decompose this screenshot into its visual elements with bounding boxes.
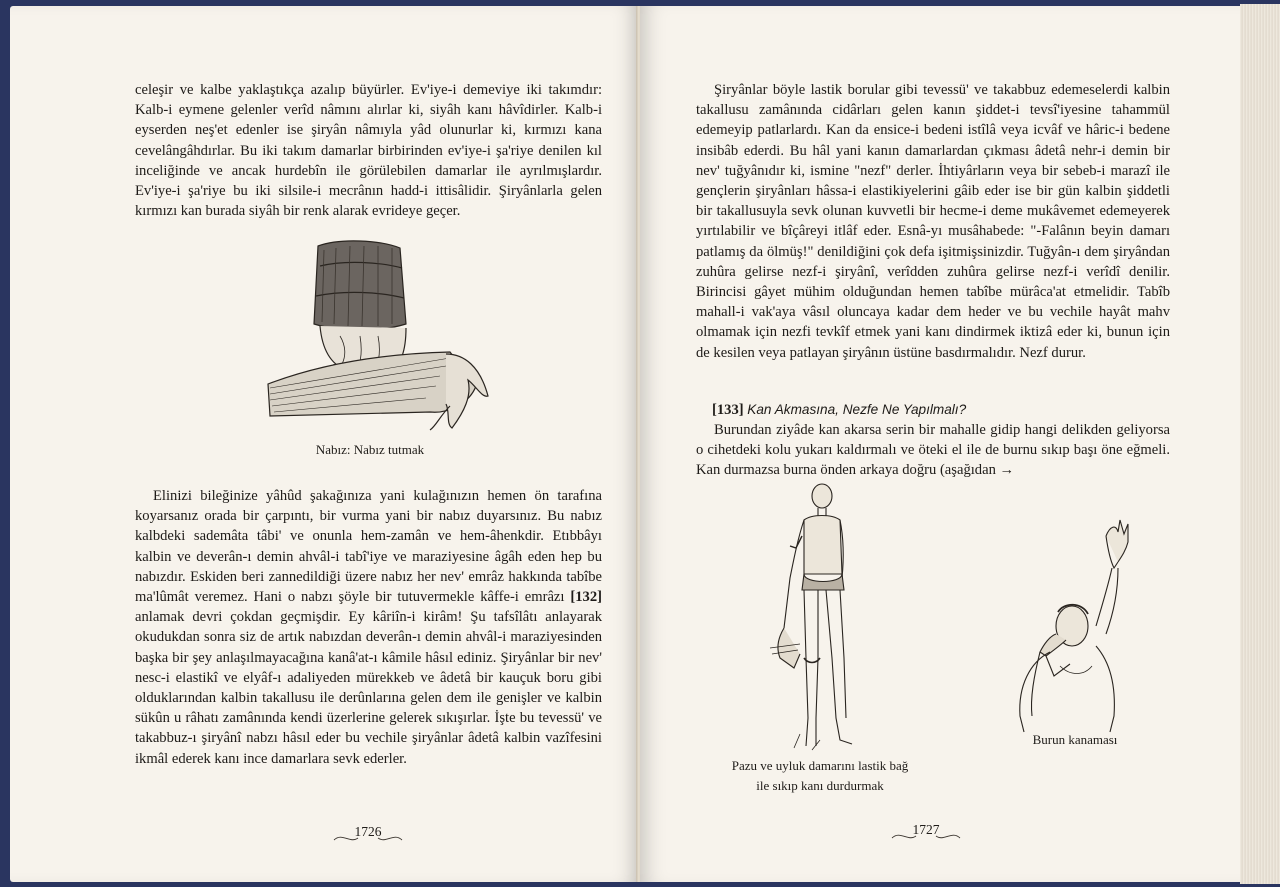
left-figure-caption: Nabız: Nabız tutmak	[315, 442, 425, 457]
left-para2-part-b: anlamak devri çokdan geçmişdir. Ey kâriîn-i kirâm! Şu tafsîlâtı anlayarak okudukdan sonra siz de artık nabızdan deverân-ı demin ahvâl-i maraziyesinden başka bir şey anlaşılmayacağına kanâ'at-ı kâmile hâsıl ediniz. Şiryânlar bir nev' nesc-i elastikî ve elyâf-ı adaliyeden mürekkeb ve âdetâ bir kauçuk boru gibi olduklarından kalbin takallusu ile derûnlarına gelen dem ile genişler ve kalbin sükûn u râhatı zamânında kendi üzerlerine gelerek sıkışırlar. İşte bu tevessü' ve takabbuz-ı şiryânî nabzı hâsıl eder bu vechile şiryânlar âdetâ kalbin vazîfesini ikmâl ederek kanı ince damarlara sevk ederler.	[135, 609, 602, 767]
left-page-number	[328, 824, 408, 840]
tourniquet-caption-line2: ile sıkıp kanı durdurmak	[756, 778, 884, 793]
left-page	[10, 6, 640, 882]
heading-number: [133]	[712, 402, 744, 418]
right-page-number	[886, 822, 966, 838]
right-page	[640, 6, 1240, 882]
left-paragraph-1	[135, 80, 602, 221]
left-para2-part-a: Elinizi bileğinize yâhûd şakağınıza yani kulağınızın hemen ön tarafına koyarsanız orada bir çarpıntı, bir vurma yani bir nabız duyarsınız. Bu nabız kalbdeki sademâta tâbi' ve onunla hem-zamân ve hem-âhenkdir. Etıbbâyı kalbin ve deverân-ı demin ahvâl-i tabî'iye ve maraziyesine âgâh eden hep bu nabızdır. Eskiden beri zannedildiği üzere nabız her nev' emrâz hakkında tabîbe ma'lûmât veremez. Hani o nabzı şöyle bir tutuvermekle kâffe-i emrâzı	[135, 488, 602, 606]
right-paragraph-1	[696, 80, 1170, 363]
section-heading-133	[712, 400, 1170, 420]
left-para2	[135, 486, 602, 769]
page-edges	[1240, 4, 1280, 884]
tourniquet-caption	[690, 756, 950, 796]
right-page-number-text: 1727	[912, 822, 940, 837]
nosebleed-caption: Burun kanaması	[1032, 732, 1118, 747]
right-paragraph-2	[696, 420, 1170, 481]
left-page-number-text: 1726	[354, 824, 382, 839]
nosebleed-illustration	[1010, 516, 1140, 736]
left-para1-text: celeşir ve kalbe yaklaştıkça azalıp büyürler. Ev'iye-i demeviye iki takımdır: Kalb-i eymene gelenler verîd nâmını alırlar ki, siyâh kanı hâvîdirler. Kalb-i eyserden neş'et edenler ise şiryân nâmıyla yâd olunurlar ki, kırmızı kana cevelângâhdırlar. Bu iki takım damarlar birbirinden ev'iye-i şa'riye denilen kıl inceliğinde ve ancak hurdebîn ile görülebilen damarlar ile ayrılmışlardır. Ev'iye-i şa'riye bu iki silsile-i mecrânın hadd-i ittisâlidir. Şiryânlarla gelen kırmızı kan burada siyâh bir renk alarak evrideye geçer.	[135, 82, 602, 220]
left-paragraph-2	[135, 486, 602, 769]
section-ref-132: [132]	[570, 589, 602, 606]
tourniquet-illustration	[760, 478, 870, 758]
pulse-illustration	[250, 236, 490, 432]
right-para1-text: Şiryânlar böyle lastik borular gibi tevessü' ve takabbuz edemeselerdi kalbin takallusu zamânında cidârları gelen kanın şiddet-i tevsî'iyesine tahammül edemeyip patlarlardı. Kan da ensice-i bedeni istîlâ veya icvâf ve hâric-i bedene insibâb ederdi. Bu hâl yani kanın damarlardan çıkması âdetâ nehr-i demin bir nev' tuğyânıdır ki, ismine "nezf" derler. İhtiyârların veya bir sebeb-i marazî ile gençlerin şiryânları hâssa-i elastikiyelerini gâib eder ise bir gün kalbin şiddetli bir takallusuyla sevk olunan kuvvetli bir hecme-i deme mukâvemet edemeyerek yırtılabilir ve bîçâreyi itlâf eder. Esnâ-yı musâhabede: "-Falânın beyin damarı patlamış da ölmüş!" denildiğini çok defa işitmişsinizdir. Tuğyân-ı dem şiryândan zuhûra gelirse nezf-i şiryânî, verîdden zuhûra gelirse nezf-i verîdî denilir. Birincisi gâyet mühim olduğundan hemen tabîbe mürâca'at etmelidir. Tabîb mahall-i vak'aya vâsıl oluncaya kadar dem heder ve bu vechile hayât mahv olmamak için nezfi tevkîf etmek yani kanı dindirmek iktizâ eder ki, bunun için de kesilen veya patlayan şiryânın üstüne basdırmalıdır. Nezf durur.	[696, 82, 1170, 361]
tourniquet-caption-line1: Pazu ve uyluk damarını lastik bağ	[731, 758, 909, 773]
right-para2-text: Burundan ziyâde kan akarsa serin bir mahalle gidip hangi delikden geliyorsa o cihetdeki kolu yukarı kaldırmalı ve öteki el ile de burnu sıkıp başı öne eğmeli. Kan durmazsa burna önden arkaya doğru (aşağıdan →	[696, 422, 1170, 479]
heading-title: Kan Akmasına, Nezfe Ne Yapılmalı?	[747, 402, 967, 417]
